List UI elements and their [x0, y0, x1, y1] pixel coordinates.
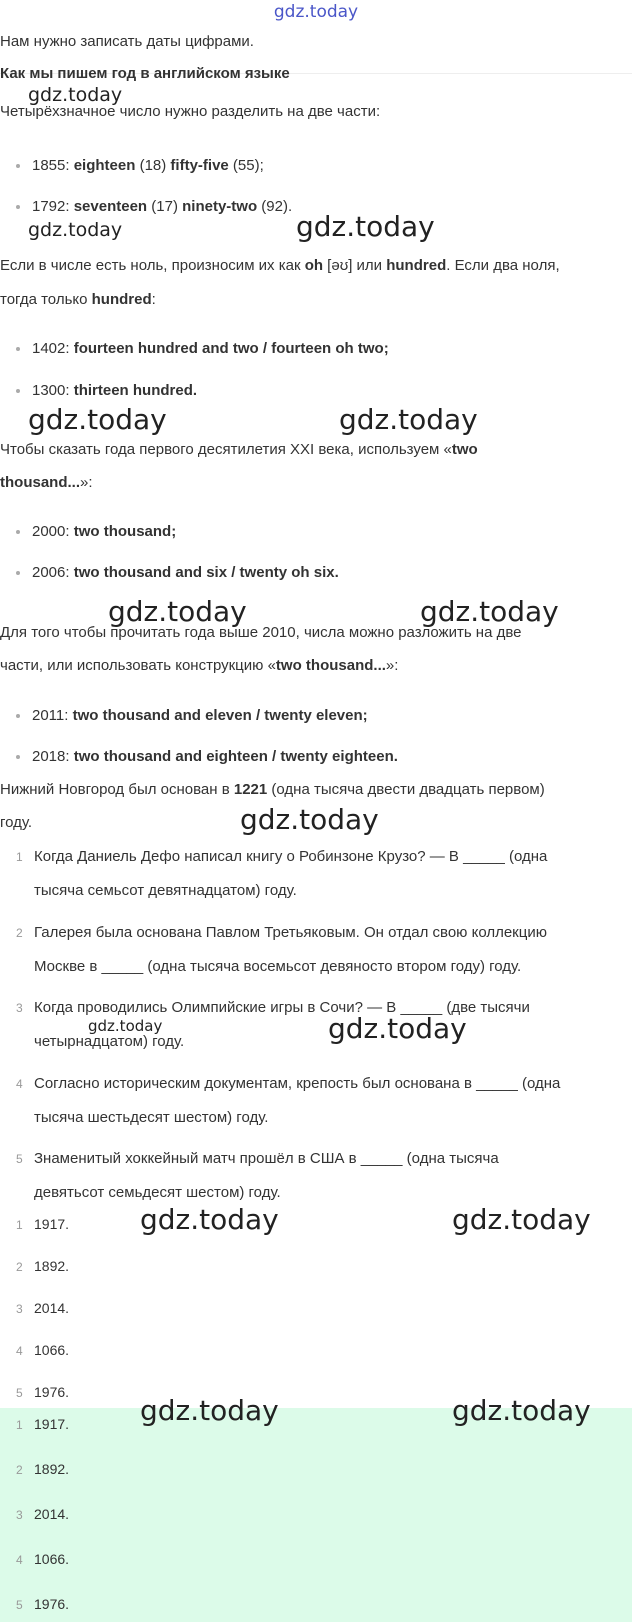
task-text: Когда Даниель Дефо написал книгу о Робинзоне Крузо? — В _____ (одна — [34, 848, 548, 865]
text-run: части, или использовать конструкцию « — [0, 657, 276, 674]
text-run: (18) — [135, 157, 171, 174]
answer-item — [16, 1596, 69, 1612]
answer-value: 1917. — [34, 1216, 70, 1232]
text-run: (55); — [228, 157, 264, 174]
year-label: 1402: — [32, 340, 74, 357]
answer-number: 1 — [16, 1218, 23, 1232]
bullet-icon — [16, 347, 20, 351]
section-heading: Как мы пишем год в английском языке — [0, 65, 290, 82]
answer-item — [16, 1384, 69, 1400]
answer-item — [16, 1416, 69, 1432]
text-run: Чтобы сказать года первого десятилетия XXI века, используем « — [0, 441, 452, 458]
watermark: gdz.today — [28, 219, 123, 241]
answer-item — [16, 1461, 69, 1477]
year-label: 2018: — [32, 748, 74, 765]
bullet-icon — [16, 714, 20, 718]
task-text: тысяча шестьдесят шестом) году. — [34, 1109, 269, 1126]
text-run: Нижний Новгород был основан в — [0, 781, 234, 798]
answer-item — [16, 1506, 69, 1522]
watermark: gdz.today — [28, 403, 167, 436]
watermark: gdz.today — [28, 84, 123, 106]
task-text: Согласно историческим документам, крепость был основана в _____ (одна — [34, 1075, 561, 1092]
text-run: Для того чтобы прочитать года выше 2010, числа можно разложить на две — [0, 624, 522, 641]
bold-text: fourteen hundred and two / fourteen oh two; — [73, 340, 389, 357]
bold-text: 1221 — [233, 781, 268, 798]
task-item-cont — [16, 1101, 268, 1134]
year-label: 2006: — [32, 564, 74, 581]
bold-text: two thousand; — [73, 523, 177, 540]
answer-value: 1066. — [34, 1551, 70, 1567]
year-label: 1855: — [32, 157, 74, 174]
answer-number: 3 — [16, 1302, 23, 1316]
text-run: (92). — [257, 198, 293, 215]
paragraph-line — [0, 434, 478, 466]
bold-text: fifty-five — [170, 157, 229, 174]
bold-text: ninety-two — [182, 198, 258, 215]
year-label: 1300: — [32, 382, 74, 399]
watermark: gdz.today — [140, 1203, 279, 1236]
watermark: gdz.today — [296, 210, 435, 243]
answer-value: 2014. — [34, 1300, 70, 1316]
list-item — [16, 198, 292, 215]
answer-item — [16, 1551, 69, 1567]
bold-text: two thousand and eleven / twenty eleven; — [72, 707, 368, 724]
bullet-icon — [16, 571, 20, 575]
watermark: gdz.today — [452, 1394, 591, 1427]
paragraph-line — [0, 774, 545, 806]
bullet-icon — [16, 530, 20, 534]
rule-text-1: Четырёхзначное число нужно разделить на две части: — [0, 103, 381, 120]
task-text: Когда проводились Олимпийские игры в Сочи? — В _____ (две тысячи — [34, 999, 530, 1016]
list-item — [16, 340, 389, 357]
answer-number: 2 — [16, 1463, 23, 1477]
text-run: [əʊ] или — [323, 257, 387, 274]
answer-item — [16, 1300, 69, 1316]
watermark: gdz.today — [420, 595, 559, 628]
list-item — [16, 382, 197, 399]
answer-number: 3 — [16, 1508, 23, 1522]
watermark: gdz.today — [240, 803, 379, 836]
task-item — [16, 1142, 499, 1176]
answer-number: 4 — [16, 1344, 23, 1358]
answer-number: 2 — [16, 1260, 23, 1274]
watermark: gdz.today — [88, 1017, 163, 1035]
year-label: 2011: — [32, 707, 73, 724]
list-item — [16, 707, 368, 724]
answer-item — [16, 1216, 69, 1232]
task-number: 1 — [16, 850, 23, 864]
answer-number: 5 — [16, 1598, 23, 1612]
task-item-cont — [16, 874, 297, 907]
answer-value: 1917. — [34, 1416, 70, 1432]
answer-value: 2014. — [34, 1506, 70, 1522]
task-number: 5 — [16, 1152, 23, 1166]
text-run: : — [151, 291, 156, 308]
intro-text: Нам нужно записать даты цифрами. — [0, 33, 254, 50]
answer-number: 5 — [16, 1386, 23, 1400]
paragraph-line — [0, 650, 398, 682]
bold-text: two thousand and six / twenty oh six. — [73, 564, 339, 581]
text-run: (17) — [147, 198, 183, 215]
text-run: году. — [0, 814, 33, 831]
answer-number: 4 — [16, 1553, 23, 1567]
answer-value: 1976. — [34, 1384, 70, 1400]
bold-text: hundred — [386, 257, 447, 274]
task-item — [16, 1067, 560, 1101]
answer-number: 1 — [16, 1418, 23, 1432]
text-run: (одна тысяча двести двадцать первом) — [267, 781, 545, 798]
bullet-icon — [16, 389, 20, 393]
answer-item — [16, 1258, 69, 1274]
answer-value: 1066. — [34, 1342, 70, 1358]
watermark: gdz.today — [328, 1012, 467, 1045]
text-run: Если в числе есть ноль, произносим их как — [0, 257, 305, 274]
paragraph-line — [0, 467, 93, 499]
paragraph-line — [0, 250, 560, 282]
task-text: Москве в _____ (одна тысяча восемьсот девяносто втором году) году. — [34, 958, 522, 975]
task-text: Галерея была основана Павлом Третьяковым. Он отдал свою коллекцию — [34, 924, 547, 941]
bold-text: oh — [304, 257, 324, 274]
list-item — [16, 523, 176, 540]
text-run: »: — [385, 657, 399, 674]
watermark: gdz.today — [108, 595, 247, 628]
bullet-icon — [16, 205, 20, 209]
paragraph-line — [0, 807, 32, 839]
task-item — [16, 840, 547, 874]
bold-text: eighteen — [73, 157, 136, 174]
watermark: gdz.today — [140, 1394, 279, 1427]
task-item — [16, 916, 547, 950]
watermark: gdz.today — [452, 1203, 591, 1236]
bullet-icon — [16, 164, 20, 168]
answer-value: 1976. — [34, 1596, 70, 1612]
bold-text: seventeen — [73, 198, 148, 215]
task-number: 3 — [16, 1001, 23, 1015]
task-text: тысяча семьсот девятнадцатом) году. — [34, 882, 297, 899]
year-label: 2000: — [32, 523, 74, 540]
bold-text: two thousand... — [275, 657, 386, 674]
text-run: . Если два ноля, — [446, 257, 560, 274]
watermark: gdz.today — [339, 403, 478, 436]
bold-text: hundred — [91, 291, 152, 308]
task-number: 2 — [16, 926, 23, 940]
answer-highlight-box — [0, 1408, 632, 1622]
year-label: 1792: — [32, 198, 74, 215]
text-run: тогда только — [0, 291, 92, 308]
paragraph-line — [0, 284, 156, 316]
bullet-icon — [16, 755, 20, 759]
site-logo[interactable]: gdz.today — [273, 2, 359, 22]
answer-value: 1892. — [34, 1258, 70, 1274]
list-item — [16, 564, 339, 581]
bold-text: thirteen hundred. — [73, 382, 198, 399]
bold-text: two — [451, 441, 478, 458]
answer-item — [16, 1342, 69, 1358]
task-text: четырнадцатом) году. — [34, 1033, 185, 1050]
task-text: девятьсот семьдесят шестом) году. — [34, 1184, 281, 1201]
task-text: Знаменитый хоккейный матч прошёл в США в _____ (одна тысяча — [34, 1150, 499, 1167]
list-item — [16, 157, 264, 174]
answer-value: 1892. — [34, 1461, 70, 1477]
task-item-cont — [16, 950, 521, 983]
bold-text: two thousand and eighteen / twenty eighteen. — [73, 748, 398, 765]
text-run: »: — [80, 474, 93, 491]
bold-text: thousand... — [0, 474, 80, 491]
task-number: 4 — [16, 1077, 23, 1091]
list-item — [16, 748, 398, 765]
